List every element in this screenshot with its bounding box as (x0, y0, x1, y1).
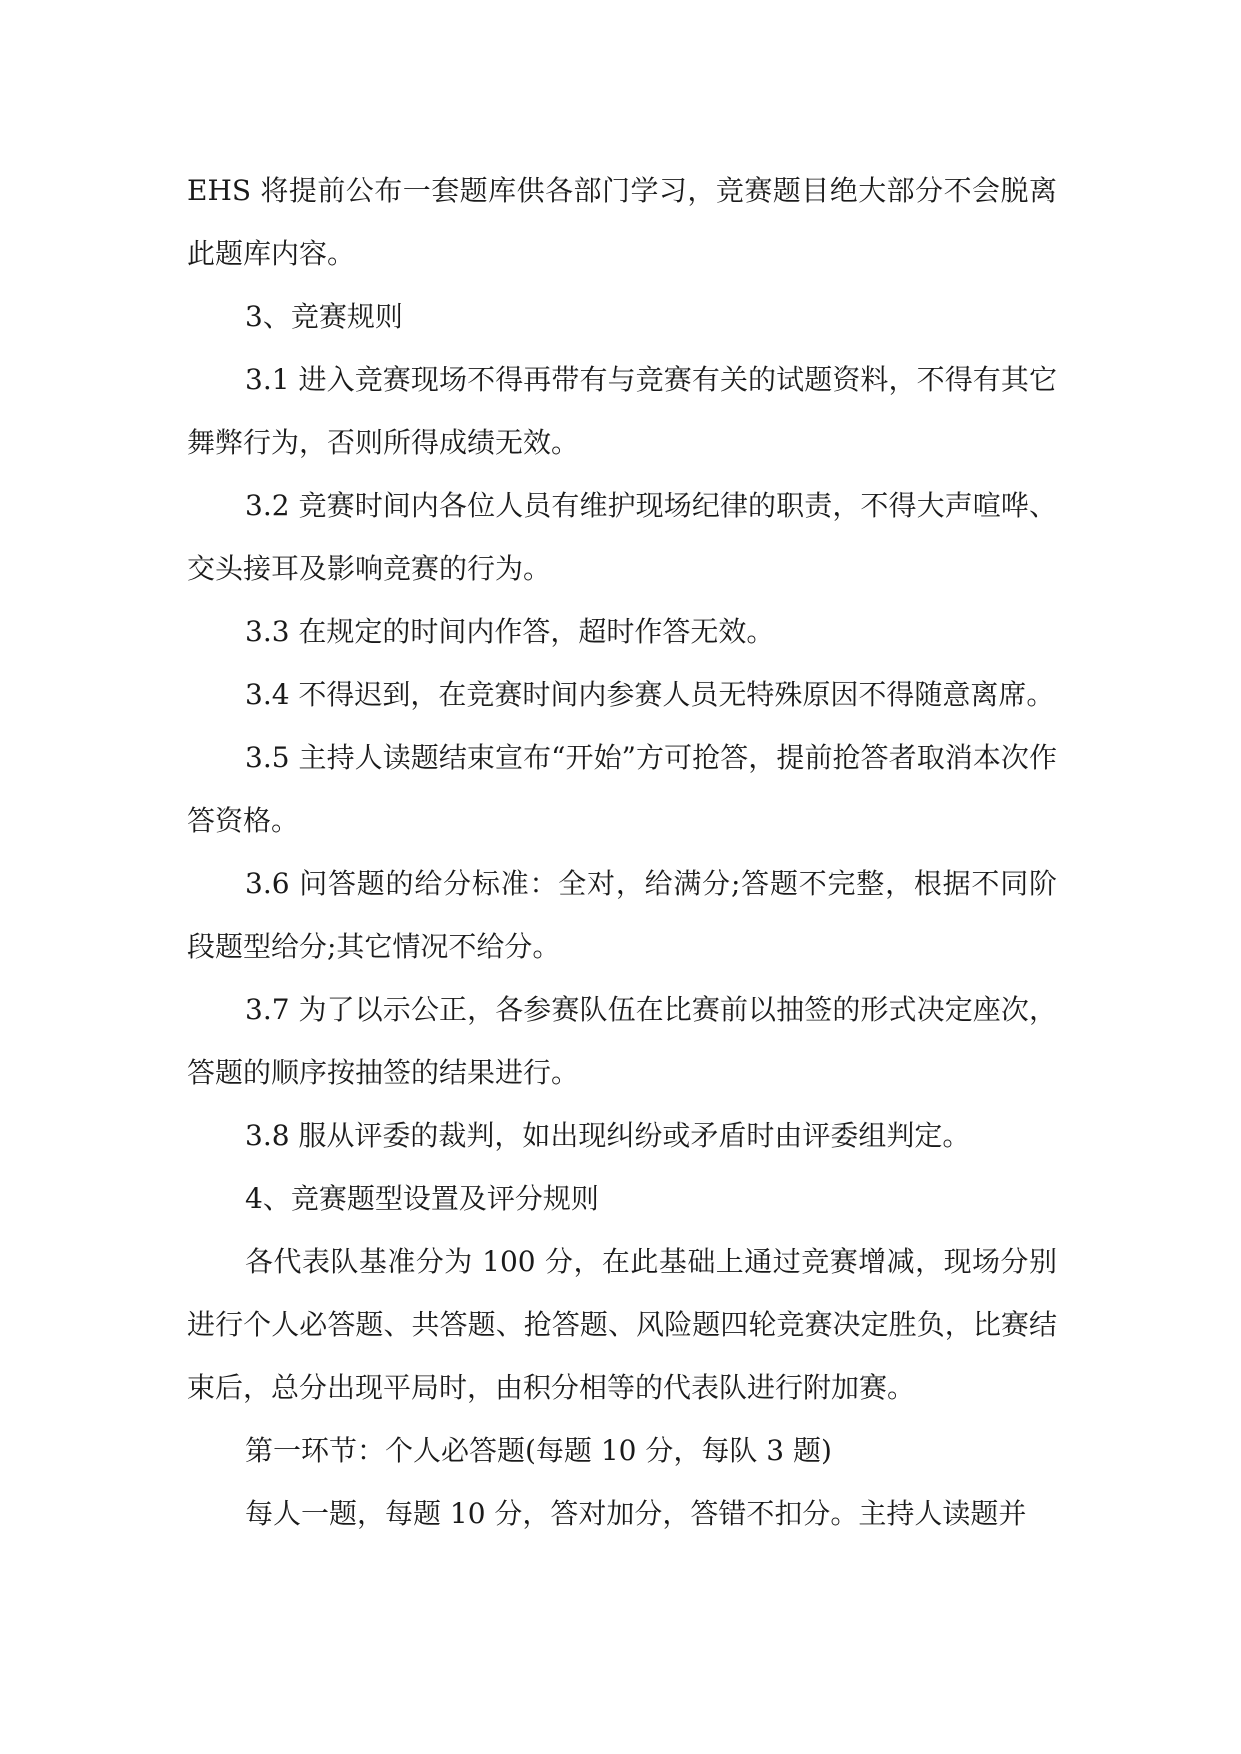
heading-competition-rules: 3、竞赛规则 (245, 300, 403, 333)
document-body (187, 159, 1057, 1545)
heading-round-one: 第一环节：个人必答题(每题 10 分，每队 3 题) (245, 1434, 832, 1467)
paragraph-round-one-rules: 每人一题，每题 10 分，答对加分，答错不扣分。主持人读题并 (245, 1497, 1027, 1530)
rule-3-3: 3.3 在规定的时间内作答，超时作答无效。 (245, 615, 775, 648)
paragraph-question-bank: EHS 将提前公布一套题库供各部门学习，竞赛题目绝大部分不会脱离此题库内容。 (187, 174, 1057, 270)
rule-3-5: 3.5 主持人读题结束宣布“开始”方可抢答，提前抢答者取消本次作答资格。 (187, 741, 1057, 837)
rule-3-6: 3.6 问答题的给分标准：全对，给满分;答题不完整，根据不同阶段题型给分;其它情况不给分。 (187, 867, 1057, 963)
rule-3-8: 3.8 服从评委的裁判，如出现纠纷或矛盾时由评委组判定。 (245, 1119, 971, 1152)
rule-3-1: 3.1 进入竞赛现场不得再带有与竞赛有关的试题资料，不得有其它舞弊行为，否则所得成绩无效。 (187, 363, 1057, 459)
rule-3-4: 3.4 不得迟到，在竞赛时间内参赛人员无特殊原因不得随意离席。 (245, 678, 1055, 711)
paragraph-base-score: 各代表队基准分为 100 分，在此基础上通过竞赛增减，现场分别进行个人必答题、共答题、抢答题、风险题四轮竞赛决定胜负，比赛结束后，总分出现平局时，由积分相等的代表队进行附加赛。 (187, 1245, 1057, 1404)
rule-3-2: 3.2 竞赛时间内各位人员有维护现场纪律的职责，不得大声喧哗、交头接耳及影响竞赛的行为。 (187, 489, 1057, 585)
rule-3-7: 3.7 为了以示公正，各参赛队伍在比赛前以抽签的形式决定座次，答题的顺序按抽签的结果进行。 (187, 993, 1057, 1089)
heading-question-types-scoring: 4、竞赛题型设置及评分规则 (245, 1182, 599, 1215)
